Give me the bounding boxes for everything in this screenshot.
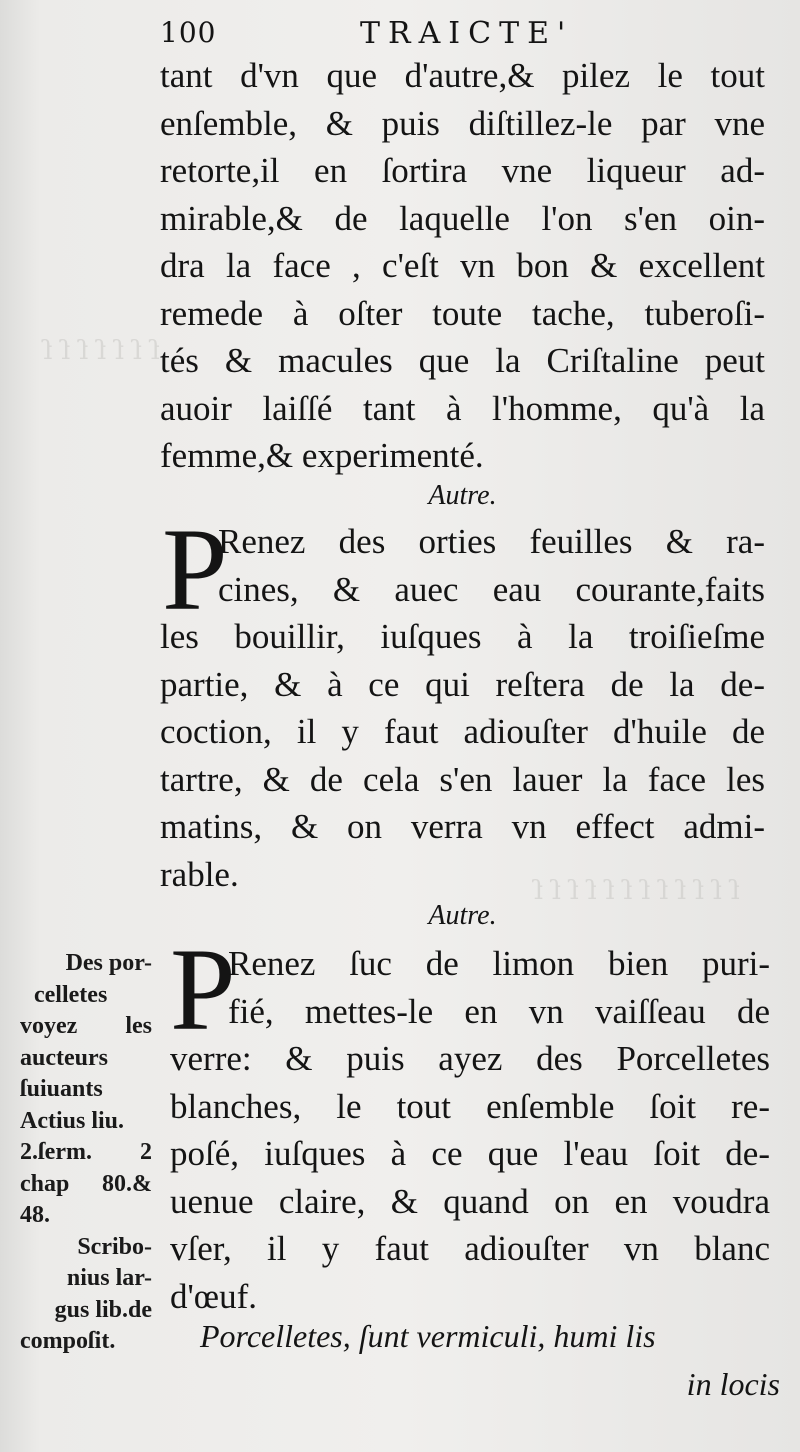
bleed-through-texture: ſ ſ ſ ſ ſ ſ ſ xyxy=(43,336,160,366)
text-line: cines, & auec eau courante,faits xyxy=(218,569,765,609)
margin-note-line: Des por- xyxy=(65,950,152,976)
section-title-autre: Autre. xyxy=(428,900,497,931)
drop-cap-letter: P xyxy=(162,504,228,635)
text-line: enſemble, & puis diſtillez-le par vne xyxy=(160,103,765,143)
drop-cap-letter: P xyxy=(170,924,236,1055)
text-line: auoir laiſſé tant à l'homme, qu'à la xyxy=(160,388,765,428)
text-line: d'œuf. xyxy=(170,1276,257,1316)
text-line: coction, il y faut adiouſter d'huile de xyxy=(160,712,765,751)
text-line: poſé, iuſques à ce que l'eau ſoit de- xyxy=(170,1134,770,1173)
margin-note-line: ſuiuants xyxy=(20,1076,103,1102)
text-line: rable. xyxy=(160,854,239,894)
margin-note-line: aucteurs xyxy=(20,1044,108,1071)
margin-note-line: Actius liu. xyxy=(20,1107,125,1134)
text-line: tés & macules que la Criſtaline peut xyxy=(160,341,765,380)
latin-gloss xyxy=(200,1312,780,1408)
margin-note-line: Scribo- xyxy=(77,1233,152,1260)
margin-note-line: voyez les xyxy=(20,1013,152,1039)
text-line: verre: & puis ayez des Porcelletes xyxy=(170,1039,770,1078)
page-number: 100 xyxy=(160,16,217,49)
text-line: femme,& experimenté. xyxy=(160,436,484,475)
text-line: matins, & on verra vn effect admi- xyxy=(160,807,765,846)
margin-note-line: compoſit. xyxy=(20,1328,116,1354)
margin-note-line: 2.ſerm. 2 xyxy=(20,1139,152,1165)
text-line: tartre, & de cela s'en lauer la face les xyxy=(160,759,765,799)
margin-note-line: 48. xyxy=(20,1202,50,1228)
text-line: blanches, le tout enſemble ſoit re- xyxy=(170,1086,770,1126)
text-line: Renez des orties feuilles & ra- xyxy=(218,522,765,561)
latin-gloss-line: in locis xyxy=(686,1366,780,1402)
page-header xyxy=(160,10,780,50)
bleed-through-texture: ſ ſ ſ ſ ſ ſ ſ ſ ſ ſ ſ ſ xyxy=(533,876,740,906)
margin-note xyxy=(20,948,152,1358)
text-line: Renez ſuc de limon bien puri- xyxy=(228,944,770,983)
text-line: retorte,il en ſortira vne liqueur ad- xyxy=(160,151,765,190)
text-line: fié, mettes-le en vn vaiſſeau de xyxy=(228,991,770,1031)
text-line: dra la face , c'eſt vn bon & excellent xyxy=(160,246,765,285)
text-line: mirable,& de laquelle l'on s'en oin- xyxy=(160,198,765,238)
margin-note-line: gus lib.de xyxy=(54,1296,152,1323)
text-line: vſer, il y faut adiouſter vn blanc xyxy=(170,1229,770,1268)
latin-gloss-line: Porcelletes, ſunt vermiculi, humi lis xyxy=(200,1318,656,1354)
section-title-autre: Autre. xyxy=(428,480,497,511)
text-line: partie, & à ce qui reſtera de la de- xyxy=(160,664,765,704)
paragraph-2 xyxy=(160,504,765,898)
paragraph-3 xyxy=(170,924,770,1320)
margin-note-line: chap 80.& xyxy=(20,1170,152,1197)
running-title: TRAICTE' xyxy=(360,16,574,51)
text-line: uenue claire, & quand on en voudra xyxy=(170,1181,770,1221)
margin-note-line: celletes xyxy=(34,981,108,1008)
text-line: remede à oſter toute tache, tuberoſi- xyxy=(160,293,765,333)
text-line: tant d'vn que d'autre,& pilez le tout xyxy=(160,56,765,95)
text-line: les bouillir, iuſques à la troiſieſme xyxy=(160,617,765,656)
paragraph-1 xyxy=(160,52,765,480)
margin-note-line: nius lar- xyxy=(66,1265,152,1291)
